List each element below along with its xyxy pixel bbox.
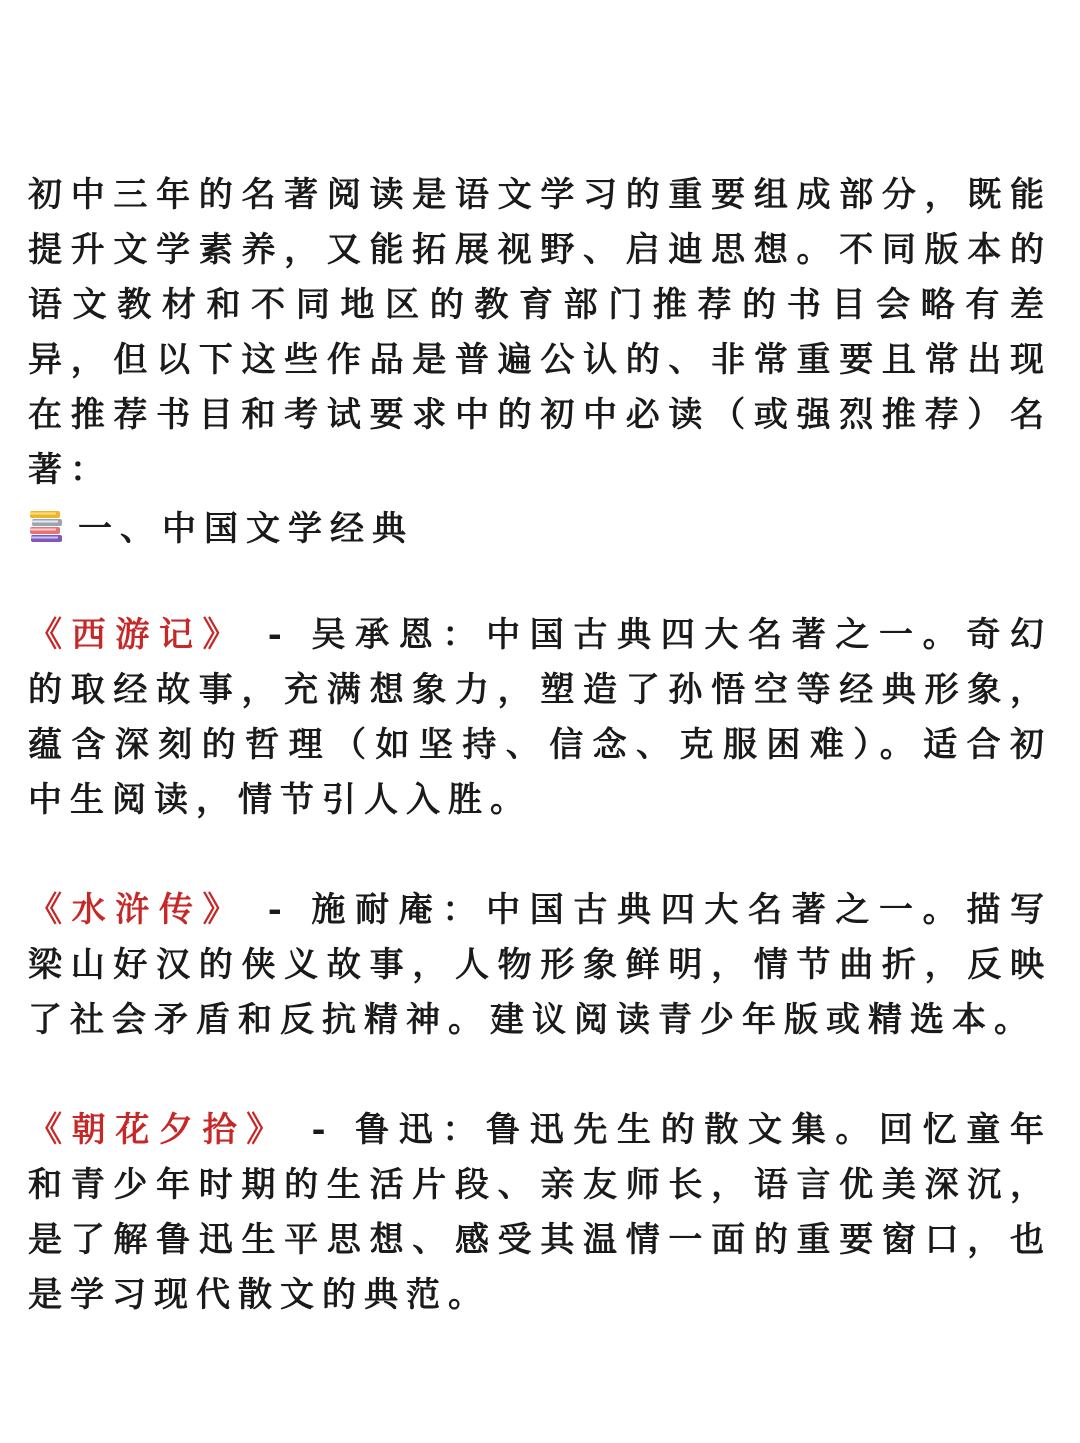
section-heading	[28, 498, 1052, 553]
separator: -	[246, 890, 312, 930]
books-icon	[28, 508, 64, 544]
intro-paragraph: 初中三年的名著阅读是语文学习的重要组成部分，既能提升文学素养，又能拓展视野、启迪思想。不同版本的语文教材和不同地区的教育部门推荐的书目会略有差异，但以下这些作品是普遍公认的、非常重要且常出现在推荐书目和考试要求中的初中必读（或强烈推荐）名著：	[28, 175, 1052, 490]
book-title: 《朝花夕拾》	[28, 1110, 290, 1150]
book-description: 鲁迅：鲁迅先生的散文集。回忆童年和青少年时期的生活片段、亲友师长，语言优美深沉，是了解鲁迅生平思想、感受其温情一面的重要窗口，也是学习现代散文的典范。	[28, 1110, 1052, 1315]
separator: -	[289, 1110, 356, 1150]
book-description: 施耐庵：中国古典四大名著之一。描写梁山好汉的侠义故事，人物形象鲜明，情节曲折，反映了社会矛盾和反抗精神。建议阅读青少年版或精选本。	[28, 890, 1052, 1040]
article	[28, 168, 1052, 1323]
book-title: 《西游记》	[28, 615, 247, 655]
book-entry-zhaohuaxishi	[28, 1103, 1052, 1323]
book-title: 《水浒传》	[28, 890, 247, 930]
separator: -	[246, 615, 312, 655]
section-heading-text: 一、中国文学经典	[78, 509, 414, 549]
book-description: 吴承恩：中国古典四大名著之一。奇幻的取经故事，充满想象力，塑造了孙悟空等经典形象，蕴含深刻的哲理（如坚持、信念、克服困难）。适合初中生阅读，情节引人入胜。	[28, 615, 1052, 820]
book-entry-xiyouji	[28, 608, 1052, 828]
book-entry-shuihuzhuan	[28, 883, 1052, 1048]
